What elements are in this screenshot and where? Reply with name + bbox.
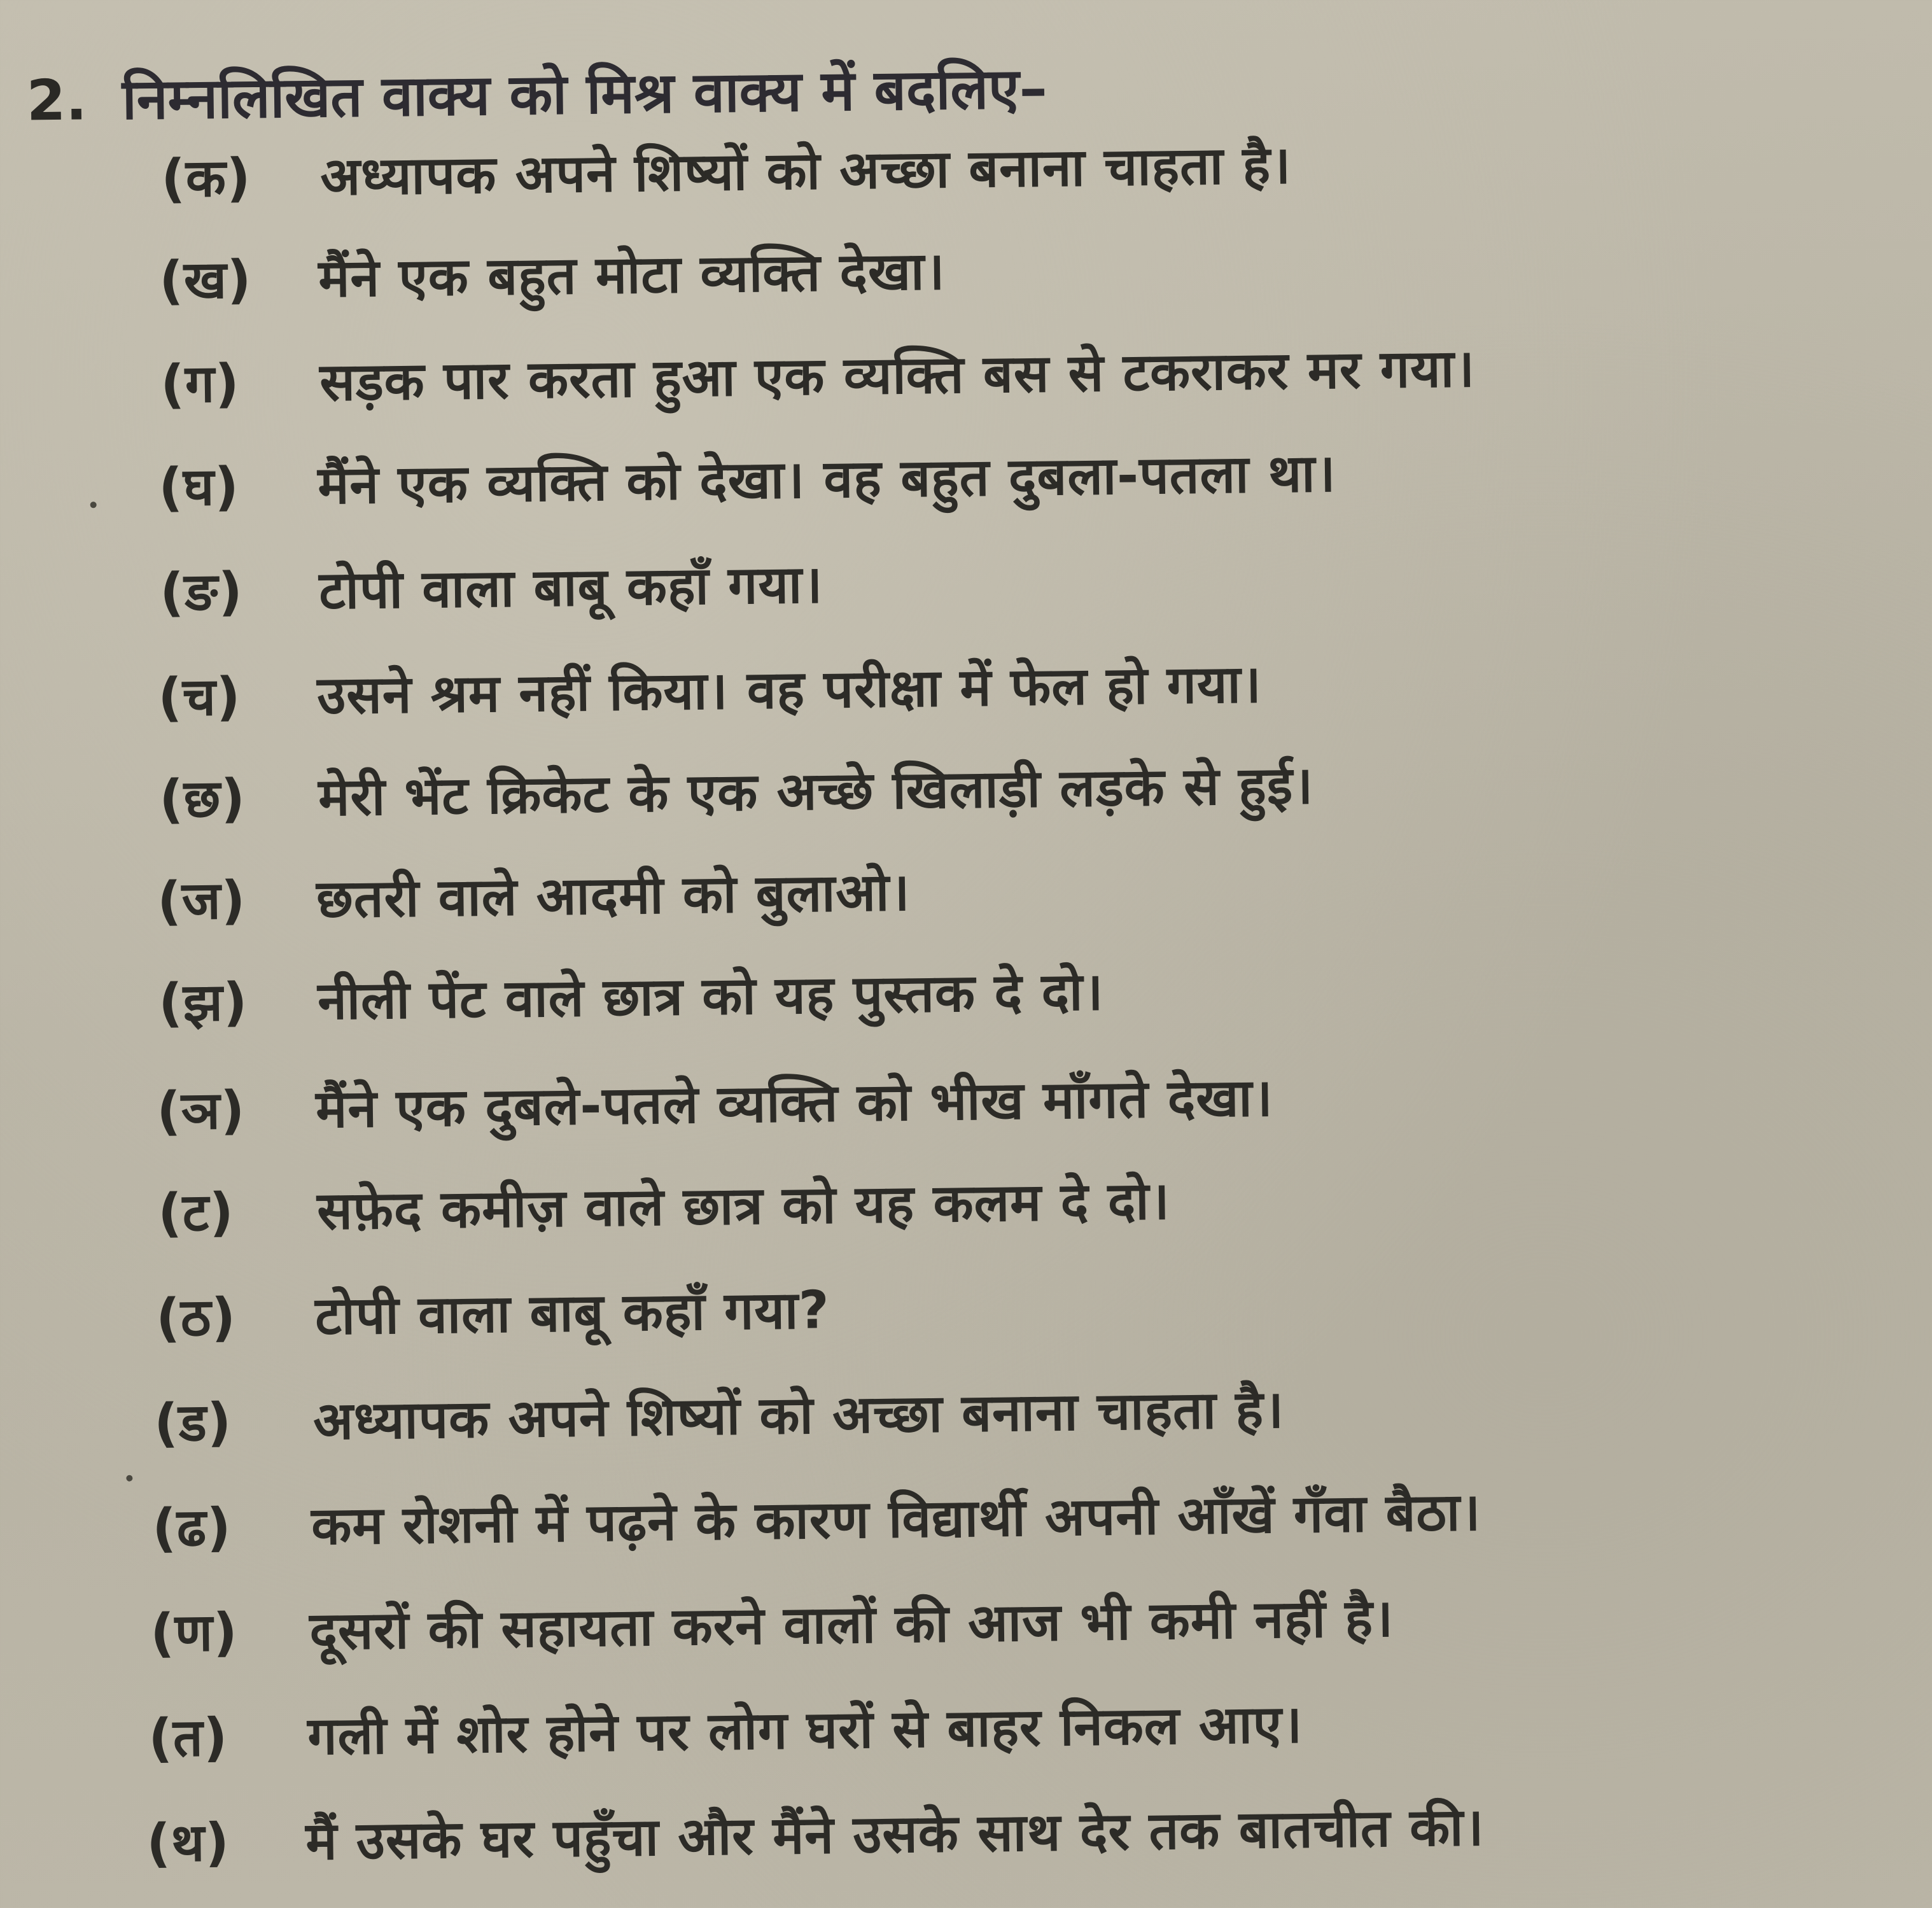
item-label: (घ): [158, 456, 240, 519]
item-label: (ग): [160, 353, 241, 415]
list-item: [152, 1475, 1481, 1562]
item-label: (ड): [153, 1392, 232, 1454]
item-label: (ङ): [159, 561, 244, 623]
item-text: नीली पेंट वाले छात्र को यह पुस्तक दे दो।: [317, 961, 1104, 1032]
item-text: छतरी वाले आदमी को बुलाओ।: [316, 862, 911, 930]
item-label: (ढ): [151, 1497, 232, 1559]
item-label: (च): [157, 666, 242, 729]
item-text: मैंने एक व्यक्ति को देखा। वह बहुत दुबला-पतला था।: [317, 443, 1337, 516]
list-item: [154, 1372, 1285, 1457]
list-item: [157, 855, 911, 935]
question-heading: [26, 48, 1047, 137]
list-item: [148, 1687, 1303, 1772]
item-text: मैंने एक दुबले-पतले व्यक्ति को भीख माँगते देखा।: [315, 1067, 1274, 1140]
list-item: [158, 954, 1104, 1037]
item-label: (ट): [157, 1182, 235, 1244]
item-label: (छ): [158, 768, 246, 831]
item-label: (ठ): [155, 1287, 237, 1349]
item-label: (ज): [157, 870, 246, 932]
item-text: मेरी भेंट क्रिकेट के एक अच्छे खिलाड़ी लड़के से हुई।: [318, 755, 1314, 828]
list-item: [160, 547, 823, 626]
question-text: निम्नलिखित वाक्य को मिश्र वाक्य में बदलिए–: [122, 55, 1048, 132]
list-item: [158, 647, 1263, 731]
item-label: (ञ): [156, 1080, 246, 1142]
item-text: मैं उसके घर पहुँचा और मैंने उसके साथ देर तक बातचीत की।: [305, 1797, 1485, 1872]
stray-ink-dot: [126, 1475, 132, 1482]
list-item: [158, 1163, 1171, 1247]
item-text: सड़क पार करता हुआ एक व्यक्ति बस से टकराकर मर गया।: [319, 338, 1476, 413]
list-item: [157, 1060, 1274, 1145]
item-text: टोपी वाला बाबू कहाँ गया?: [314, 1280, 830, 1347]
item-text: अध्यापक अपने शिष्यों को अच्छा बनाना चाहता है।: [312, 1379, 1285, 1452]
item-text: कम रोशनी में पढ़ने के कारण विद्यार्थी अपनी आँखें गँवा बैठा।: [311, 1482, 1481, 1557]
item-text: सफ़ेद कमीज़ वाले छात्र को यह कलम दे दो।: [316, 1170, 1171, 1242]
item-text: अध्यापक अपने शिष्यों को अच्छा बनाना चाहता है।: [319, 135, 1292, 207]
item-text: उसने श्रम नहीं किया। वह परीक्षा में फेल हो गया।: [316, 654, 1263, 726]
list-item: [150, 1580, 1394, 1667]
item-text: टोपी वाला बाबू कहाँ गया।: [318, 554, 823, 621]
item-label: (झ): [158, 972, 248, 1034]
item-label: (त): [148, 1707, 228, 1769]
list-item: [159, 748, 1314, 833]
item-text: मैंने एक बहुत मोटा व्यक्ति देखा।: [318, 241, 946, 309]
list-item: [156, 1272, 830, 1352]
list-item: [159, 234, 946, 314]
item-label: (क): [160, 148, 251, 209]
list-item: [146, 1790, 1485, 1877]
list-item: [161, 127, 1292, 213]
item-text: गली में शोर होने पर लोग घरों से बाहर निकल आए।: [307, 1694, 1303, 1767]
list-item: [160, 331, 1476, 418]
question-number: 2.: [26, 67, 88, 134]
item-label: (ण): [150, 1602, 239, 1664]
stray-ink-dot: [90, 502, 97, 508]
item-label: (ख): [158, 249, 253, 311]
item-text: दूसरों की सहायता करने वालों की आज भी कमी नहीं है।: [309, 1588, 1394, 1662]
item-label: (थ): [146, 1812, 230, 1874]
list-item: [158, 435, 1337, 521]
